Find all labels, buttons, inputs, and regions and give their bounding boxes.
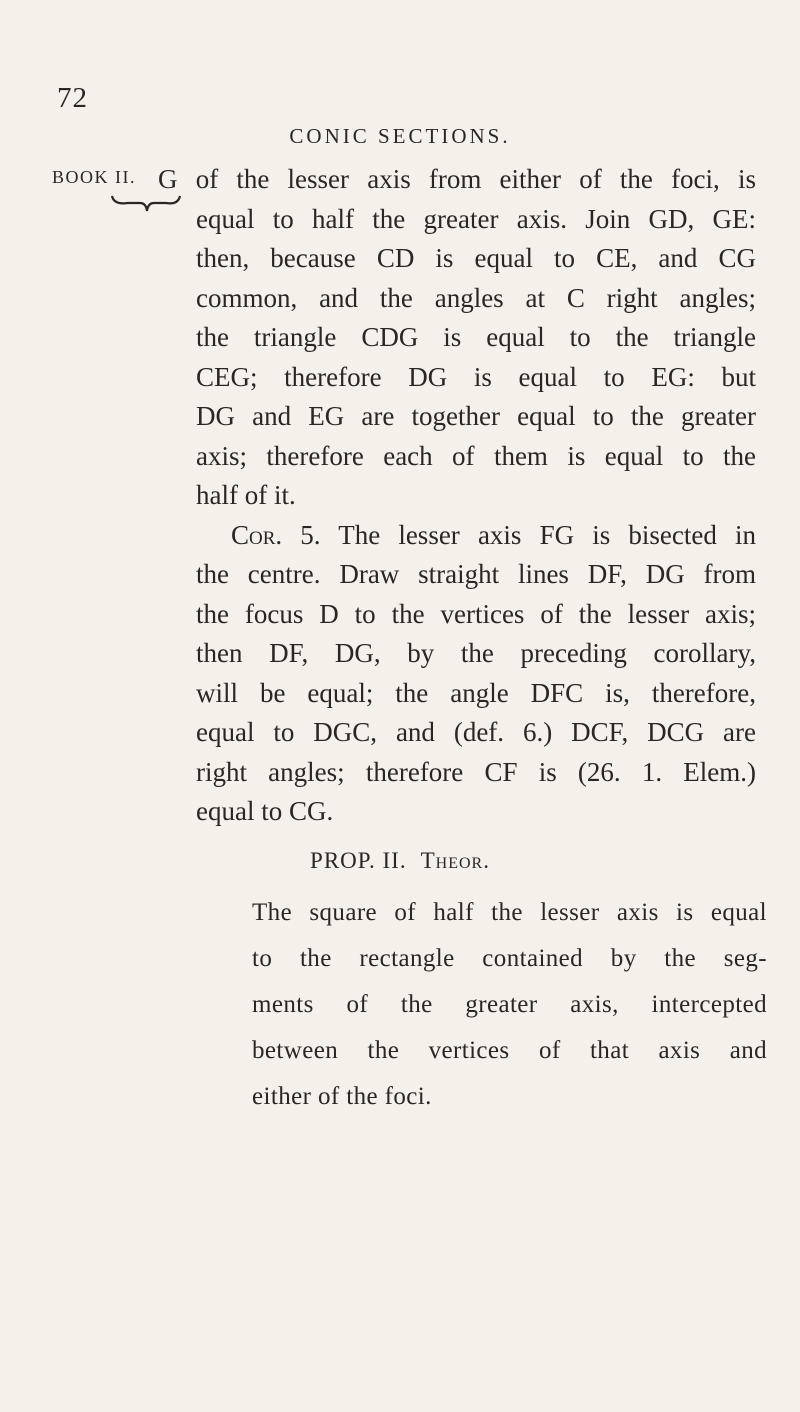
text-line: the focus D to the vertices of the lesser axis; (196, 598, 756, 629)
text-line: the centre. Draw straight lines DF, DG from (196, 559, 756, 589)
text-line: to the rectangle contained by the seg- (252, 945, 767, 972)
theorem-statement (252, 890, 767, 1120)
book-label: BOOK II. (52, 167, 136, 187)
running-title: CONIC SECTIONS. (289, 124, 511, 148)
text-line: then DF, DG, by the preceding corollary, (196, 638, 756, 668)
proposition-kind: Theor. (420, 848, 490, 873)
text-line: equal to half the greater axis. Join GD, GE: (196, 203, 756, 234)
text-line: equal to CG. (196, 796, 334, 826)
text-line: between the vertices of that axis and (252, 1037, 767, 1064)
body-text (158, 160, 756, 832)
text-line: ments of the greater axis, intercepted (252, 991, 767, 1018)
proposition-heading (0, 848, 800, 874)
corollary-label: Cor. 5. (231, 519, 321, 550)
text-line: right angles; therefore CF is (26. 1. Elem.) (196, 756, 756, 787)
page-number: 72 (57, 82, 88, 114)
text-line: equal to DGC, and (def. 6.) DCF, DCG are (196, 717, 756, 747)
corollary-text: The lesser axis FG is bisected in (338, 519, 756, 550)
text-line: G of the lesser axis from either of the foci, is (158, 164, 756, 194)
proposition-number: PROP. II. (310, 848, 407, 873)
text-line: common, and the angles at C right angles; (196, 282, 756, 313)
text-line: then, because CD is equal to CE, and CG (196, 243, 756, 273)
text-line: CEG; therefore DG is equal to EG: but (196, 361, 756, 392)
text-line: DG and EG are together equal to the greater (196, 401, 756, 431)
text-line: will be equal; the angle DFC is, therefore, (196, 677, 756, 708)
text-line: half of it. (196, 480, 296, 510)
text-line: The square of half the lesser axis is equal (252, 899, 767, 926)
corollary-first-line (196, 516, 756, 556)
text-line: the triangle CDG is equal to the triangle (196, 322, 756, 352)
text-line: either of the foci. (252, 1083, 432, 1110)
text-line: axis; therefore each of them is equal to the (196, 440, 756, 471)
